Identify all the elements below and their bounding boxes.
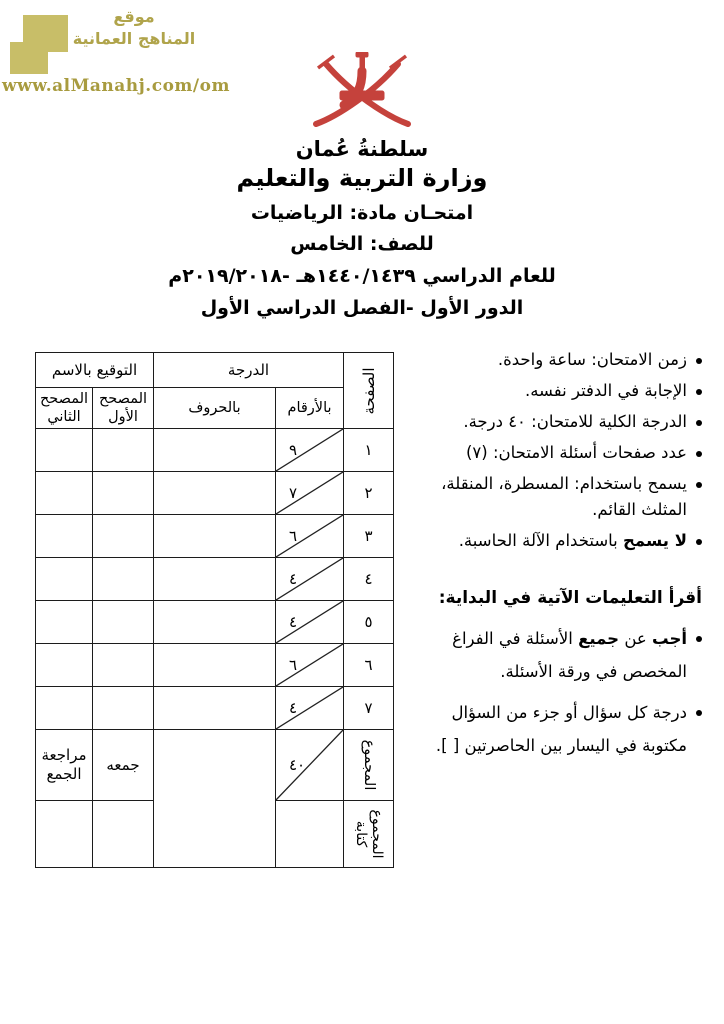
info-bullet-allowed-tools: يسمح باستخدام: المسطرة، المنقلة، المثلث القائم. [408,471,702,523]
exam-info-list [408,347,702,559]
diagonal-split-line [276,687,343,729]
almanahj-logo-text [66,6,202,50]
bullet-icon [696,358,702,364]
header-emblem-block [0,52,724,194]
page-number: ٤ [344,558,394,601]
diagonal-split-line [276,644,343,686]
diagonal-split-line [276,429,343,471]
table-row-page-5 [36,601,394,644]
mark-in-words-cell [154,429,276,472]
bullet-icon [696,482,702,488]
total-in-words-cell [154,730,276,868]
exam-subject-title: امتحـان مادة: الرياضيات [250,202,474,224]
second-marker-cell [36,601,93,644]
table-row-page-7 [36,687,394,730]
info-bullet-answer-location: الإجابة في الدفتر نفسه. [408,378,702,404]
second-marker-cell [36,687,93,730]
second-marker-cell [36,429,93,472]
exam-titles [0,198,724,324]
empty-cell [276,801,344,868]
mark-in-numbers-cell: ٦ [276,644,344,687]
instruction-marks-in-brackets: درجة كل سؤال أو جزء من السؤال مكتوبة في اليسار بين الحاصرتين [ ]. [402,696,702,762]
column-header-second-marker: المصحح الثاني [36,388,93,429]
second-marker-cell [36,558,93,601]
first-marker-cell [93,472,154,515]
first-marker-cell [93,515,154,558]
mark-in-words-cell [154,687,276,730]
mark-in-words-cell [154,601,276,644]
logo-site-name: المناهج العمانية [72,29,196,48]
second-marker-cell [36,515,93,558]
total-in-numbers-cell: ٤٠ [276,730,344,801]
logo-word: موقع [113,7,155,26]
table-row-page-6 [36,644,394,687]
bullet-icon [696,539,702,545]
first-marker-cell [93,644,154,687]
country-name: سلطنةُ عُمان [295,137,429,161]
table-row-total [36,730,394,801]
column-group-grade: الدرجة [154,353,344,388]
exam-round-title: الدور الأول -الفصل الدراسي الأول [200,297,524,319]
table-row-page-2 [36,472,394,515]
page-number: ٦ [344,644,394,687]
second-marker-cell [36,472,93,515]
marks-table [35,352,394,868]
mark-in-numbers-cell: ٦ [276,515,344,558]
mark-in-numbers-cell: ٤ [276,558,344,601]
diagonal-split-line [276,601,343,643]
first-marker-cell [93,601,154,644]
almanahj-url: www.alManahj.com/om [2,76,230,96]
page-number: ٣ [344,515,394,558]
instructions-heading: أقرأ التعليمات الآتية في البداية: [438,588,702,608]
first-marker-cell [93,687,154,730]
table-row-page-4 [36,558,394,601]
table-row-page-3 [36,515,394,558]
info-bullet-time: زمن الامتحان: ساعة واحدة. [408,347,702,373]
first-marker-sum-note: جمعه [93,730,154,801]
mark-in-words-cell [154,515,276,558]
exam-year-title: للعام الدراسي ١٤٤٠/١٤٣٩هـ -٢٠١٩/٢٠١٨م [168,265,556,287]
info-bullet-total-marks: الدرجة الكلية للامتحان: ٤٠ درجة. [408,409,702,435]
table-row-page-1 [36,429,394,472]
bullet-icon [696,636,702,642]
mark-in-words-cell [154,644,276,687]
column-header-in-words: بالحروف [154,388,276,429]
bullet-icon [696,710,702,716]
diagonal-split-line [276,515,343,557]
total-label-cell: المجموع [344,730,394,801]
exam-grade-title: للصف: الخامس [290,233,434,255]
column-group-signature: التوقيع بالاسم [36,353,154,388]
page-number: ٥ [344,601,394,644]
diagonal-split-line [276,472,343,514]
starting-instructions [402,588,702,770]
total-in-words-label-cell: المجموع كتابة [344,801,394,868]
ministry-name: وزارة التربية والتعليم [236,164,488,192]
first-marker-cell [93,558,154,601]
diagonal-split-line [276,558,343,600]
column-header-page: الصفحة [344,353,394,429]
mark-in-numbers-cell: ٧ [276,472,344,515]
page-number: ١ [344,429,394,472]
page-number: ٧ [344,687,394,730]
bullet-icon [696,420,702,426]
column-header-in-numbers: بالأرقام [276,388,344,429]
page-number: ٢ [344,472,394,515]
second-marker-review-note: مراجعة الجمع [36,730,93,801]
info-bullet-no-calculator: لا يسمح باستخدام الآلة الحاسبة. [408,528,702,554]
second-marker-cell [36,644,93,687]
column-header-first-marker: المصحح الأول [93,388,154,429]
info-bullet-page-count: عدد صفحات أسئلة الامتحان: (٧) [408,440,702,466]
diagonal-split-line [276,730,343,800]
instruction-answer-all: أجب عن جميع الأسئلة في الفراغ المخصص في ورقة الأسئلة. [402,622,702,688]
mark-in-numbers-cell: ٤ [276,687,344,730]
mark-in-numbers-cell: ٤ [276,601,344,644]
bullet-icon [696,451,702,457]
mark-in-numbers-cell: ٩ [276,429,344,472]
bullet-icon [696,389,702,395]
empty-cell [36,801,93,868]
mark-in-words-cell [154,558,276,601]
mark-in-words-cell [154,472,276,515]
oman-national-emblem [310,52,414,132]
empty-cell [93,801,154,868]
first-marker-cell [93,429,154,472]
